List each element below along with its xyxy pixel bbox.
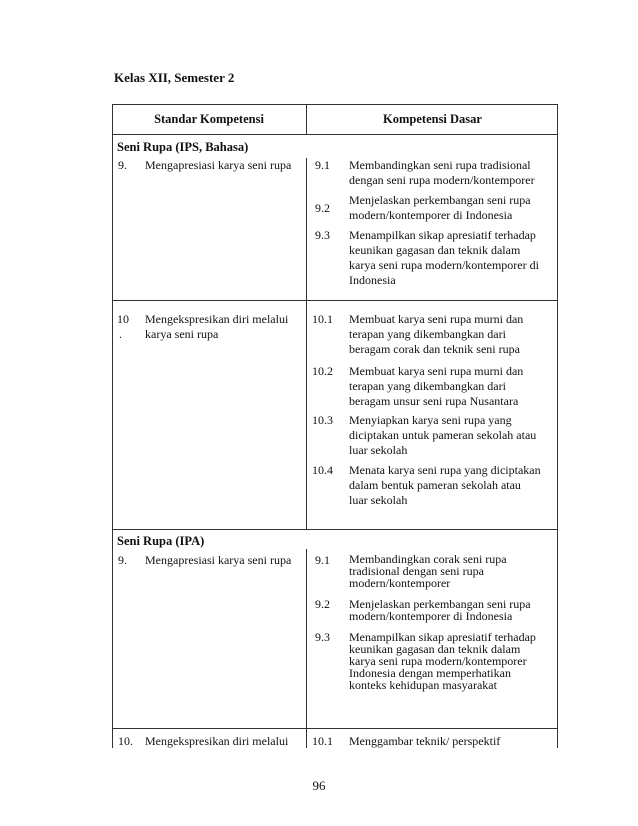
competency-table <box>112 104 558 748</box>
competency-line: Menata karya seni rupa yang diciptakan <box>349 463 541 477</box>
competency-line: keunikan gagasan dan teknik dalam <box>349 642 521 656</box>
competency-line: terapan yang dikembangkan dari <box>349 327 506 341</box>
competency-line: modern/kontemporer di Indonesia <box>349 208 513 222</box>
competency-line: dengan seni rupa modern/kontemporer <box>349 173 535 187</box>
competency-number: 9.2 <box>315 597 330 611</box>
standard-number-continuation: . <box>119 327 122 341</box>
competency-line: beragam corak dan teknik seni rupa <box>349 342 520 356</box>
competency-line: keunikan gagasan dan teknik dalam <box>349 243 521 257</box>
competency-line: tradisional dengan seni rupa <box>349 564 484 578</box>
competency-line: Menjelaskan perkembangan seni rupa <box>349 597 531 611</box>
competency-number: 10.1 <box>312 734 333 748</box>
table-left-border <box>112 104 113 748</box>
competency-line: luar sekolah <box>349 493 408 507</box>
competency-line: modern/kontemporer di Indonesia <box>349 609 513 623</box>
competency-line: Membuat karya seni rupa murni dan <box>349 364 524 378</box>
column-header-standar: Standar Kompetensi <box>154 112 264 126</box>
competency-line: diciptakan untuk pameran sekolah atau <box>349 428 537 442</box>
page-number: 96 <box>312 778 326 793</box>
competency-number: 9.1 <box>315 553 330 567</box>
standard-text: Mengapresiasi karya seni rupa <box>145 553 292 567</box>
competency-number: 9.2 <box>315 201 330 215</box>
standard-number: 10. <box>118 734 133 748</box>
section-separator <box>112 529 558 530</box>
competency-number: 9.3 <box>315 630 330 644</box>
standard-text: Mengekspresikan diri melalui <box>145 312 289 326</box>
row-separator <box>112 300 558 301</box>
competency-number: 10.1 <box>312 312 333 326</box>
section-title: Seni Rupa (IPS, Bahasa) <box>117 140 249 154</box>
table-right-border <box>557 104 558 748</box>
competency-line: Menyiapkan karya seni rupa yang <box>349 413 512 427</box>
competency-line: Indonesia dengan memperhatikan <box>349 666 511 680</box>
competency-line: luar sekolah <box>349 443 408 457</box>
row-separator <box>112 728 558 729</box>
standard-text: karya seni rupa <box>145 327 219 341</box>
standard-number: 9. <box>118 158 127 172</box>
column-header-kompetensi: Kompetensi Dasar <box>383 112 482 126</box>
standard-number: 10 <box>117 312 129 326</box>
competency-number: 10.2 <box>312 364 333 378</box>
competency-line: Membuat karya seni rupa murni dan <box>349 312 524 326</box>
competency-line: Membandingkan seni rupa tradisional <box>349 158 531 172</box>
table-column-divider <box>306 158 307 529</box>
competency-line: Membandingkan corak seni rupa <box>349 552 507 566</box>
competency-line: Menampilkan sikap apresiatif terhadap <box>349 630 536 644</box>
standard-text: Mengapresiasi karya seni rupa <box>145 158 292 172</box>
competency-number: 9.1 <box>315 158 330 172</box>
competency-number: 10.4 <box>312 463 333 477</box>
page-heading: Kelas XII, Semester 2 <box>114 70 235 85</box>
competency-line: beragam unsur seni rupa Nusantara <box>349 394 519 408</box>
standard-number: 9. <box>118 553 127 567</box>
competency-line: dalam bentuk pameran sekolah atau <box>349 478 521 492</box>
section-title: Seni Rupa (IPA) <box>117 534 205 548</box>
competency-number: 9.3 <box>315 228 330 242</box>
competency-line: modern/kontemporer <box>349 576 451 590</box>
competency-line: Menjelaskan perkembangan seni rupa <box>349 193 531 207</box>
competency-line: karya seni rupa modern/kontemporer di <box>349 258 539 272</box>
competency-line: karya seni rupa modern/kontemporer <box>349 654 527 668</box>
competency-number: 10.3 <box>312 413 333 427</box>
competency-line: konteks kehidupan masyarakat <box>349 678 497 692</box>
competency-line: Indonesia <box>349 273 396 287</box>
competency-line: terapan yang dikembangkan dari <box>349 379 506 393</box>
standard-text: Mengekspresikan diri melalui <box>145 734 289 748</box>
header-bottom-border <box>112 134 558 135</box>
competency-line: Menggambar teknik/ perspektif <box>349 734 501 748</box>
table-column-divider <box>306 549 307 748</box>
competency-line: Menampilkan sikap apresiatif terhadap <box>349 228 536 242</box>
table-top-border <box>112 104 558 105</box>
